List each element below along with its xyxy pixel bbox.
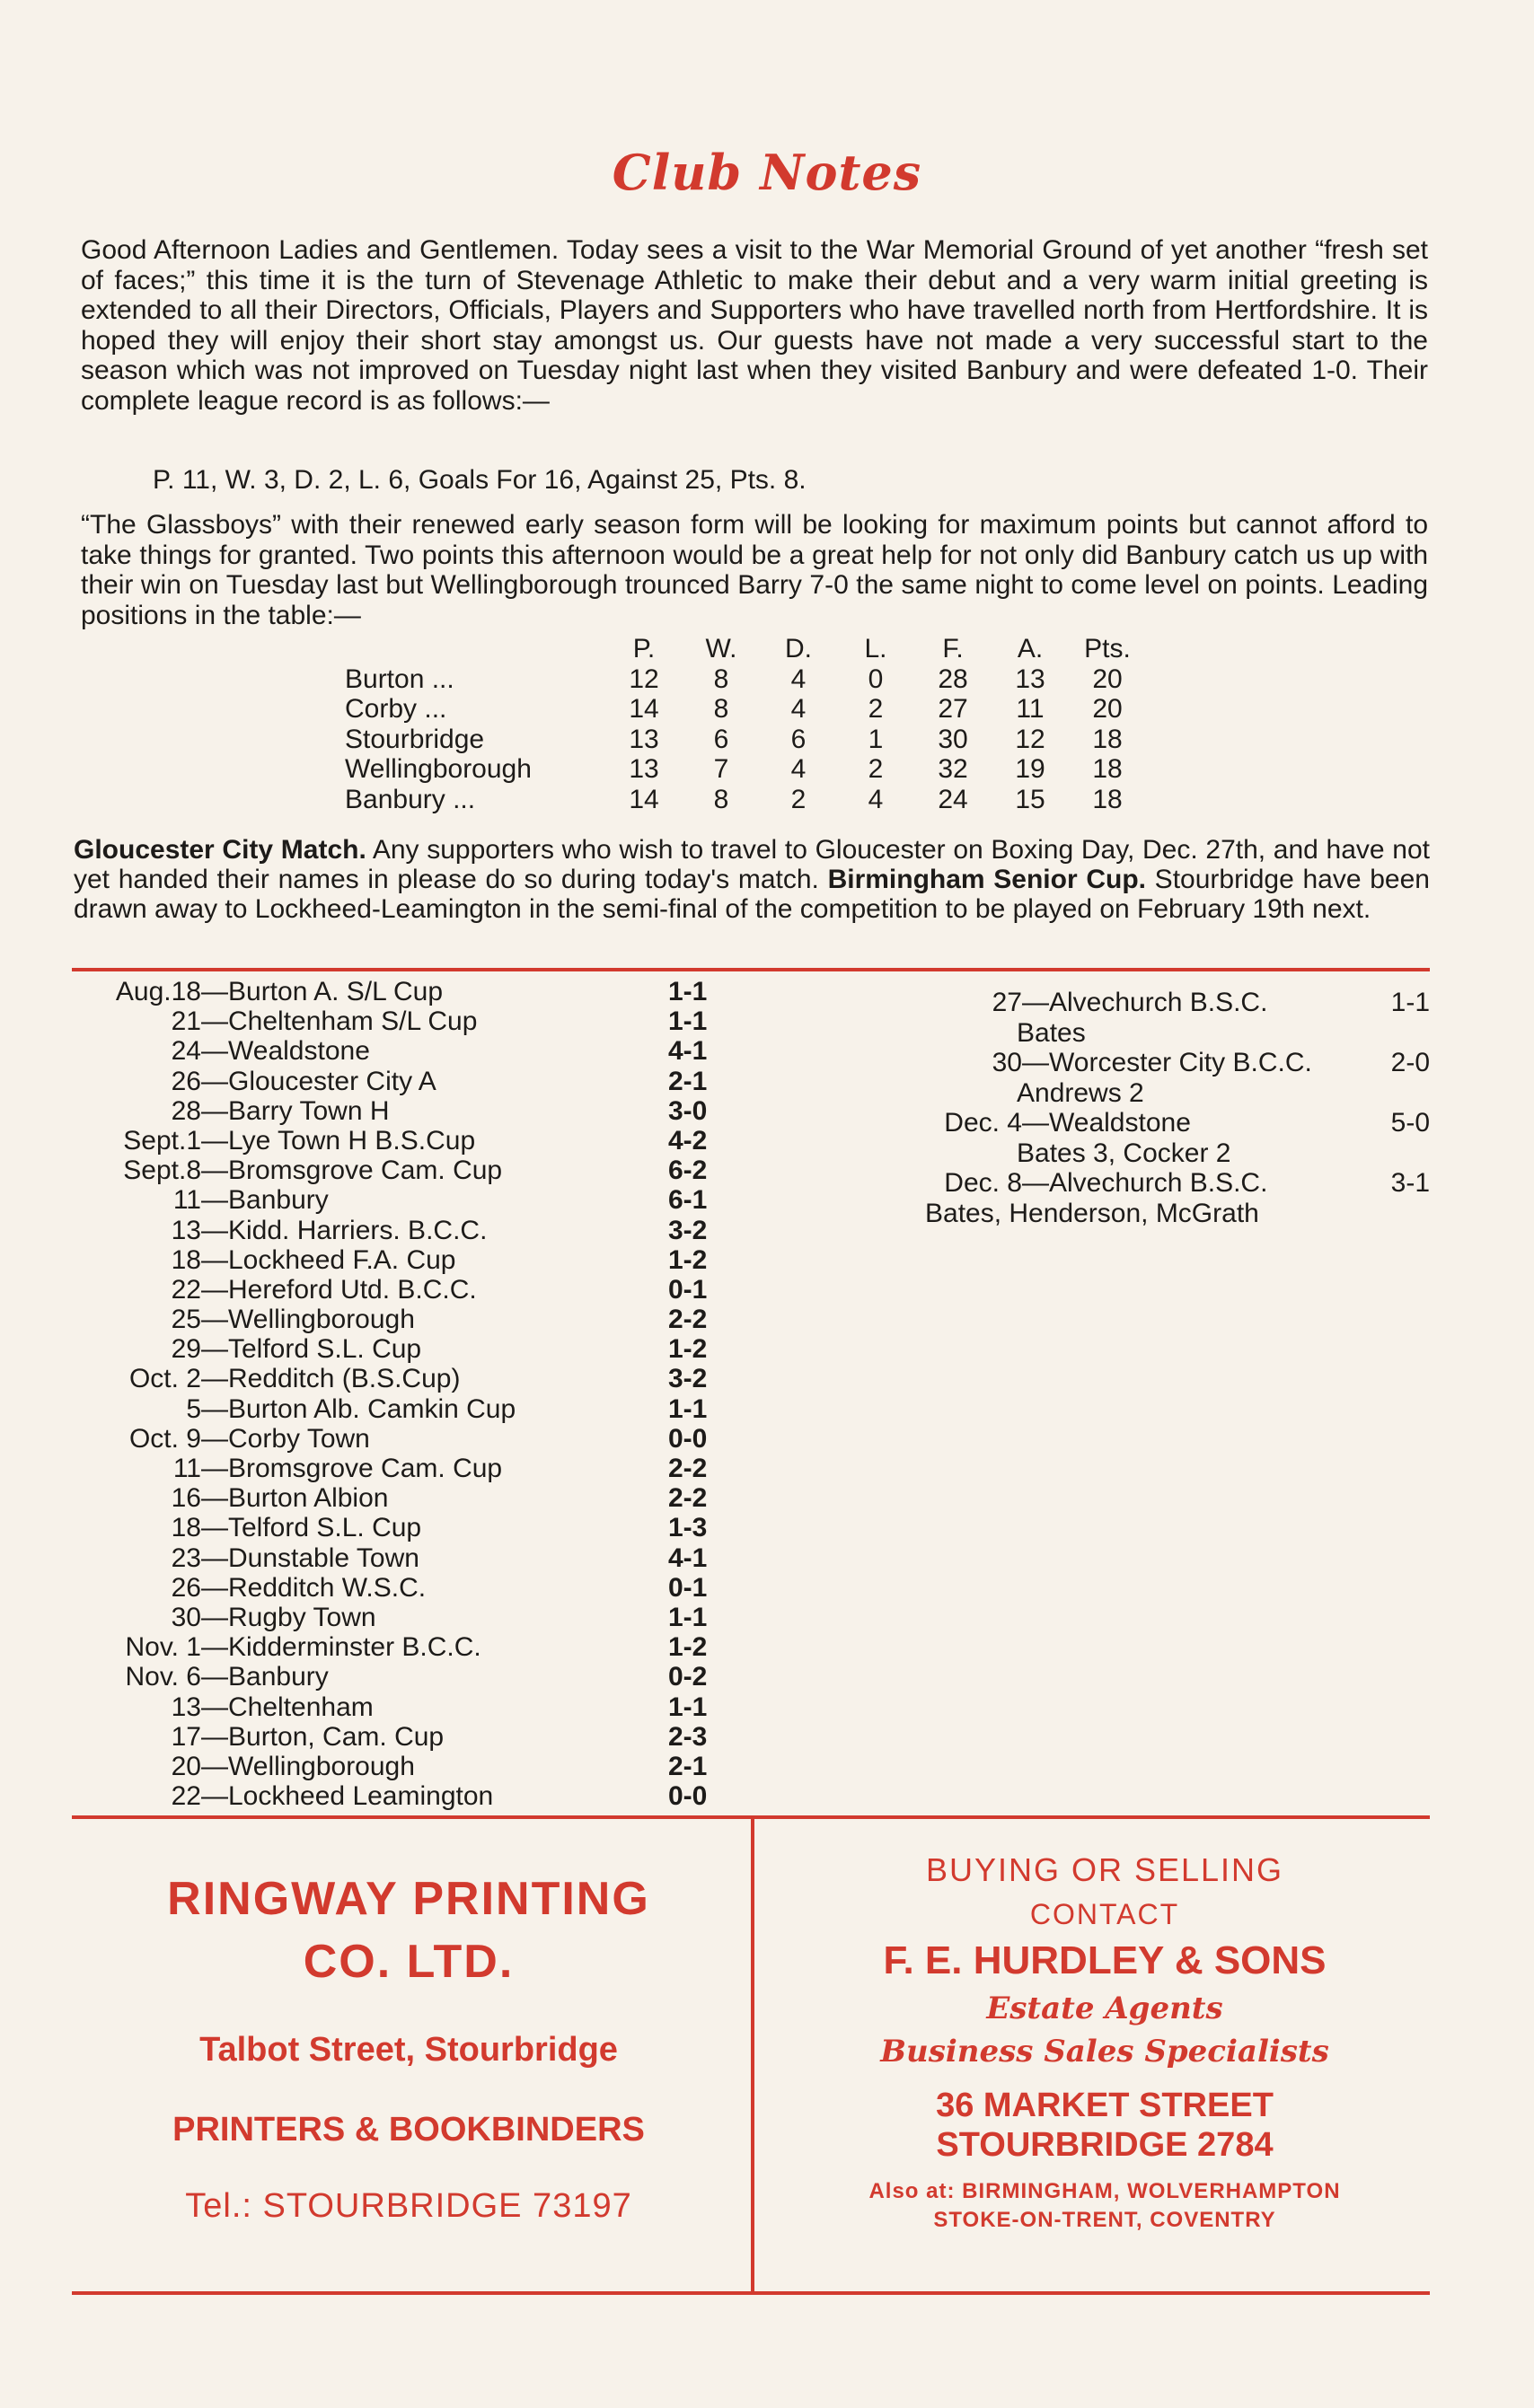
fixture-res: 3-2	[668, 1215, 708, 1245]
gloucester-text: Any supporters who wish to travel to Gloucester on Boxing Day, Dec. 27th, and have not yet handed their names in please do so during today's match.	[74, 835, 1430, 894]
fixture-res: 2-2	[668, 1483, 708, 1514]
won-cell: 7	[713, 754, 729, 784]
fixture-opp: Lockheed F.A. Cup	[228, 1244, 456, 1275]
page-title: Club Notes	[612, 144, 922, 201]
fixture-res: 2-1	[668, 1751, 708, 1781]
for-cell: 30	[938, 724, 968, 754]
points-cell: 18	[1092, 784, 1123, 814]
col-header-against: A.	[1017, 634, 1044, 664]
fixture-res: 1-1	[1390, 988, 1430, 1017]
list-item	[75, 1364, 722, 1393]
fixture-opp: Bromsgrove Cam. Cup	[228, 1156, 503, 1186]
ad-right-name: F. E. HURDLEY & SONS	[883, 1938, 1327, 1982]
fixture-date: 29—	[171, 1334, 228, 1365]
fixture-date: 5—	[186, 1393, 228, 1424]
table-row	[345, 664, 1146, 695]
col-header-points: Pts.	[1084, 634, 1131, 664]
table-row	[345, 694, 1146, 725]
team-name: Stourbridge	[345, 724, 485, 754]
fixture-date: 26—	[171, 1066, 228, 1096]
fixture-date: Sept.1—	[123, 1125, 228, 1156]
fixture-date: Dec. 4—	[944, 1108, 1049, 1138]
fixture-res: 2-0	[1390, 1048, 1430, 1077]
ad-left-trade: PRINTERS & BOOKBINDERS	[172, 2111, 645, 2149]
ad-left-line1: RINGWAY PRINTING	[167, 1873, 650, 1925]
points-cell: 20	[1092, 694, 1123, 724]
for-cell: 27	[938, 694, 968, 724]
list-item	[75, 1185, 722, 1215]
against-cell: 15	[1015, 784, 1045, 814]
fixture-res: 1-2	[668, 1334, 708, 1365]
fixture-res: 4-1	[668, 1036, 708, 1067]
fixture-date: Sept.8—	[123, 1156, 228, 1186]
fixture-date: 13—	[171, 1215, 228, 1245]
fixture-date: 30—	[171, 1602, 228, 1632]
list-item	[75, 1692, 722, 1722]
league-header-row	[345, 634, 1146, 664]
fixture-opp: Kidd. Harriers. B.C.C.	[228, 1215, 488, 1245]
club-notices	[74, 835, 1430, 924]
list-item	[75, 1096, 722, 1126]
team-name: Burton ...	[345, 664, 454, 694]
col-header-drawn: D.	[785, 634, 812, 664]
fixture-opp: Cheltenham	[228, 1692, 374, 1722]
fixture-opp: Wealdstone	[228, 1036, 370, 1067]
ad-right-address	[763, 2086, 1446, 2165]
fixture-res: 1-1	[668, 1393, 708, 1424]
list-item	[918, 988, 1430, 1018]
fixture-date: Aug.18—	[115, 977, 228, 1006]
fixture-date: 25—	[171, 1305, 228, 1335]
fixture-date: Nov. 1—	[125, 1632, 228, 1663]
played-cell: 14	[629, 694, 659, 724]
fixture-opp: Bromsgrove Cam. Cup	[228, 1454, 503, 1483]
fixture-opp: Redditch W.S.C.	[228, 1572, 427, 1603]
fixture-date: 11—	[172, 1185, 228, 1216]
team-name: Banbury ...	[345, 784, 476, 814]
ad-left-telephone: Tel.: STOURBRIDGE 73197	[185, 2187, 632, 2225]
league-record-line: P. 11, W. 3, D. 2, L. 6, Goals For 16, Against 25, Pts. 8.	[153, 465, 807, 495]
list-item	[75, 1483, 722, 1513]
list-item	[75, 1573, 722, 1603]
fixture-res: 1-1	[668, 1006, 708, 1037]
intro-text: Good Afternoon Ladies and Gentlemen. Today sees a visit to the War Memorial Ground of yet another “fresh set of faces;” this time it is the turn of Stevenage Athletic to make their debut and a very warm initial greeting is extended to all their Directors, Officials, Players and Supporters who have travelled north from Hertfordshire. It is hoped they will enjoy their short stay amongst us. Our guests have not made a very successful start to the season which was not improved on Tuesday night last when they visited Banbury and were defeated 1-0. Their complete league record is as follows:—	[81, 235, 1428, 416]
won-cell: 8	[713, 694, 729, 724]
divider-top	[72, 968, 1430, 971]
list-item	[75, 1394, 722, 1424]
fixture-res: 1-1	[668, 1692, 708, 1722]
lost-cell: 4	[868, 784, 884, 814]
fixture-opp: Gloucester City A	[228, 1066, 436, 1096]
fixture-date: 27—	[992, 988, 1049, 1017]
ad-right-line2: CONTACT	[1029, 1898, 1180, 1930]
list-item	[75, 1126, 722, 1156]
fixture-res: 4-1	[668, 1542, 708, 1573]
against-cell: 13	[1015, 664, 1045, 694]
ad-right-sub2: Business Sales Specialists	[880, 2034, 1329, 2070]
fixture-scorers: Bates	[1017, 1017, 1086, 1048]
hurdley-estate-ad	[763, 1851, 1446, 2235]
drawn-cell: 4	[790, 754, 807, 784]
divider-footer	[72, 2291, 1430, 2295]
list-item	[75, 1424, 722, 1454]
points-cell: 18	[1092, 754, 1123, 784]
results-list-left	[75, 977, 722, 1811]
table-row	[345, 785, 1146, 815]
fixture-res: 2-2	[668, 1454, 708, 1483]
fixture-res: 3-1	[1390, 1168, 1430, 1198]
ad-divider	[751, 1817, 754, 2293]
fixture-res: 1-2	[668, 1244, 708, 1275]
points-cell: 18	[1092, 724, 1123, 754]
fixture-res: 1-2	[668, 1632, 708, 1663]
list-item	[75, 1752, 722, 1781]
lost-cell: 2	[868, 754, 884, 784]
list-item	[75, 1603, 722, 1632]
team-name: Wellingborough	[345, 754, 532, 784]
list-item	[75, 1006, 722, 1036]
won-cell: 6	[713, 724, 729, 754]
fixture-opp: Rugby Town	[228, 1602, 376, 1632]
fixture-scorers: Andrews 2	[1017, 1077, 1144, 1108]
fixture-res: 0-0	[668, 1781, 708, 1812]
fixture-date: Nov. 6—	[125, 1662, 228, 1692]
played-cell: 13	[629, 754, 659, 784]
ad-left-line2: CO. LTD.	[303, 1936, 515, 1988]
col-header-for: F.	[942, 634, 964, 664]
fixture-res: 0-0	[668, 1423, 708, 1454]
ad-left-address: Talbot Street, Stourbridge	[199, 2031, 618, 2069]
ad-right-branches	[763, 2177, 1446, 2235]
fixture-opp: Hereford Utd. B.C.C.	[228, 1274, 477, 1305]
fixture-date: Dec. 8—	[944, 1168, 1049, 1198]
lost-cell: 0	[868, 664, 884, 694]
fixture-opp: Alvechurch B.S.C.	[1049, 1168, 1268, 1198]
fixture-date: 16—	[171, 1483, 228, 1514]
fixture-res: 2-3	[668, 1721, 708, 1752]
fixture-opp: Alvechurch B.S.C.	[1049, 988, 1268, 1017]
glassboys-paragraph: “The Glassboys” with their renewed early season form will be looking for maximum points but cannot afford to take things for granted. Two points this afternoon would be a great help for not only did Banbury catch us up with their win on Tuesday last but Wellingborough trounced Barry 7-0 the same night to come level on points. Leading positions in the table:—	[81, 510, 1428, 630]
fixture-date: 26—	[171, 1572, 228, 1603]
fixture-res: 4-2	[668, 1125, 708, 1156]
ad-right-also1: Also at: BIRMINGHAM, WOLVERHAMPTON	[868, 2179, 1341, 2203]
list-item	[75, 1662, 722, 1692]
fixture-opp: Burton A. S/L Cup	[228, 977, 444, 1006]
list-item	[918, 1048, 1430, 1078]
fixture-date: 22—	[171, 1274, 228, 1305]
list-item	[75, 1156, 722, 1185]
gloucester-heading: Gloucester City Match.	[74, 835, 366, 865]
drawn-cell: 2	[790, 784, 807, 814]
fixture-res: 6-1	[668, 1185, 708, 1216]
fixture-date: 22—	[171, 1781, 228, 1812]
against-cell: 12	[1015, 724, 1045, 754]
list-item	[75, 1454, 722, 1483]
league-table	[345, 634, 1146, 814]
fixture-opp: Telford S.L. Cup	[228, 1513, 422, 1543]
fixture-opp: Wellingborough	[228, 1305, 415, 1335]
fixture-opp: Worcester City B.C.C.	[1049, 1048, 1312, 1077]
fixture-res: 3-2	[668, 1364, 708, 1394]
fixture-res: 0-1	[668, 1274, 708, 1305]
col-header-played: P.	[632, 634, 656, 664]
fixture-res: 3-0	[668, 1095, 708, 1126]
fixture-date: 20—	[171, 1751, 228, 1781]
fixture-res: 1-1	[668, 977, 708, 1006]
fixture-opp: Banbury	[228, 1185, 329, 1216]
senior-cup-heading: Birmingham Senior Cup.	[827, 865, 1146, 894]
fixture-res: 5-0	[1390, 1108, 1430, 1138]
fixture-date: Oct. 2—	[128, 1364, 228, 1394]
fixture-scorers: Bates 3, Cocker 2	[1017, 1138, 1231, 1168]
fixture-date: 18—	[171, 1244, 228, 1275]
fixture-opp: Burton Alb. Camkin Cup	[228, 1393, 516, 1424]
fixture-date: 21—	[171, 1006, 228, 1037]
for-cell: 28	[938, 664, 968, 694]
list-item	[918, 1168, 1430, 1199]
fixture-date: 30—	[992, 1048, 1049, 1077]
list-item	[75, 1216, 722, 1245]
fixture-opp: Banbury	[228, 1662, 329, 1692]
col-header-lost: L.	[864, 634, 887, 664]
against-cell: 11	[1016, 694, 1045, 724]
fixture-opp: Dunstable Town	[228, 1542, 419, 1573]
fixture-opp: Corby Town	[228, 1423, 370, 1454]
senior-cup-text: Stourbridge have been drawn away to Lockheed-Leamington in the semi-final of the competition to be played on February 19th next.	[74, 865, 1430, 924]
ad-right-addr1: 36 MARKET STREET	[936, 2087, 1274, 2124]
played-cell: 14	[629, 784, 659, 814]
fixture-opp: Wellingborough	[228, 1751, 415, 1781]
fixture-date: Oct. 9—	[128, 1423, 228, 1454]
col-header-won: W.	[705, 634, 737, 664]
fixture-date: 28—	[171, 1095, 228, 1126]
fixture-date: 17—	[171, 1721, 228, 1752]
fixture-opp: Burton Albion	[228, 1483, 389, 1514]
fixture-res: 1-1	[668, 1602, 708, 1632]
list-item	[75, 1245, 722, 1275]
drawn-cell: 4	[790, 664, 807, 694]
list-item	[75, 1036, 722, 1066]
fixture-res: 6-2	[668, 1156, 708, 1186]
fixture-opp: Lockheed Leamington	[228, 1781, 494, 1812]
points-cell: 20	[1092, 664, 1123, 694]
ad-right-sub1: Estate Agents	[986, 1991, 1223, 2026]
list-item	[75, 1275, 722, 1305]
fixture-date: 13—	[171, 1692, 228, 1722]
fixture-opp: Wealdstone	[1049, 1108, 1191, 1138]
results-list-right	[918, 988, 1430, 1228]
won-cell: 8	[713, 664, 729, 694]
played-cell: 13	[629, 724, 659, 754]
won-cell: 8	[713, 784, 729, 814]
list-item	[75, 1632, 722, 1662]
list-item	[75, 1543, 722, 1573]
fixture-res: 0-1	[668, 1572, 708, 1603]
for-cell: 24	[938, 784, 968, 814]
fixture-res: 1-3	[668, 1513, 708, 1543]
fixture-res: 2-2	[668, 1305, 708, 1335]
fixture-date: 23—	[171, 1542, 228, 1573]
intro-paragraph	[81, 235, 1428, 416]
list-item	[75, 1305, 722, 1334]
fixture-res: 2-1	[668, 1066, 708, 1096]
drawn-cell: 6	[790, 724, 807, 754]
ad-right-line1: BUYING OR SELLING	[925, 1851, 1284, 1888]
fixture-opp: Lye Town H B.S.Cup	[228, 1125, 476, 1156]
team-name: Corby ...	[345, 694, 447, 724]
lost-cell: 2	[868, 694, 884, 724]
fixture-opp: Cheltenham S/L Cup	[228, 1006, 478, 1037]
list-item	[918, 1108, 1430, 1138]
fixture-opp: Telford S.L. Cup	[228, 1334, 422, 1365]
table-row	[345, 754, 1146, 785]
list-item	[75, 1722, 722, 1752]
ad-right-also2: STOKE-ON-TRENT, COVENTRY	[933, 2208, 1276, 2232]
fixture-opp: Barry Town H	[228, 1095, 390, 1126]
list-item	[75, 1513, 722, 1542]
list-item	[75, 1067, 722, 1096]
fixture-scorers: Bates, Henderson, McGrath	[925, 1198, 1259, 1228]
against-cell: 19	[1015, 754, 1045, 784]
ringway-printing-ad	[72, 1868, 745, 2226]
lost-cell: 1	[868, 724, 884, 754]
played-cell: 12	[629, 664, 659, 694]
ad-right-addr2: STOURBRIDGE 2784	[936, 2126, 1274, 2164]
table-row	[345, 725, 1146, 755]
fixture-date: 18—	[171, 1513, 228, 1543]
fixture-date: 24—	[171, 1036, 228, 1067]
fixture-res: 0-2	[668, 1662, 708, 1692]
list-item	[75, 1781, 722, 1811]
fixture-opp: Burton, Cam. Cup	[228, 1721, 445, 1752]
fixture-opp: Kidderminster B.C.C.	[228, 1632, 481, 1663]
fixture-date: 11—	[172, 1454, 228, 1483]
list-item	[75, 977, 722, 1006]
drawn-cell: 4	[790, 694, 807, 724]
for-cell: 32	[938, 754, 968, 784]
fixture-opp: Redditch (B.S.Cup)	[228, 1364, 461, 1394]
list-item	[75, 1334, 722, 1364]
